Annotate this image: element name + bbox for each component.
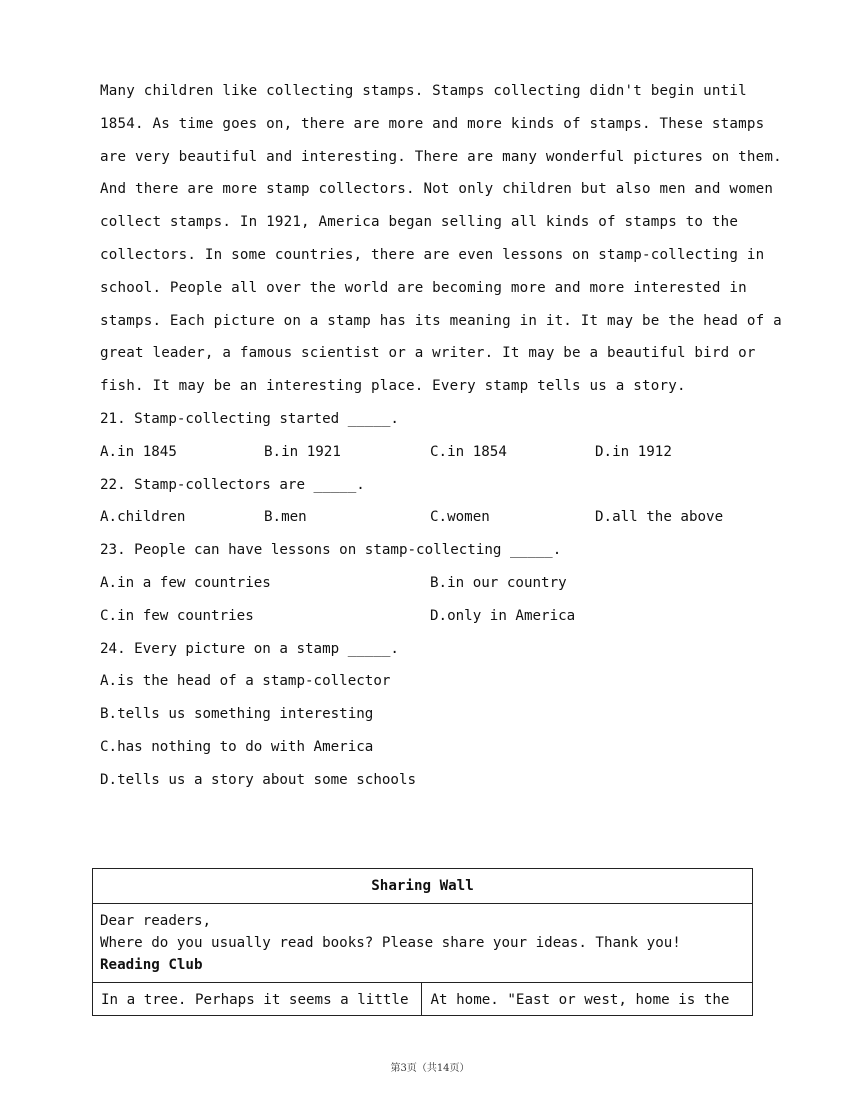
option-a: A.in 1845 bbox=[100, 443, 177, 460]
option-c: C.in few countries bbox=[100, 607, 254, 624]
option-c: C.in 1854 bbox=[430, 443, 507, 460]
reply-right: At home. "East or west, home is the bbox=[422, 983, 753, 1016]
option-b: B.men bbox=[264, 509, 307, 526]
reply-left: In a tree. Perhaps it seems a little bbox=[93, 983, 422, 1016]
prompt: Where do you usually read books? Please share your ideas. Thank you! bbox=[100, 935, 681, 951]
question-list bbox=[100, 408, 780, 802]
greeting: Dear readers, bbox=[100, 913, 212, 929]
passage-line: collect stamps. In 1921, America began selling all kinds of stamps to the bbox=[100, 214, 739, 231]
question-stem-23: 23. People can have lessons on stamp-collecting _____. bbox=[100, 542, 562, 559]
passage-line: fish. It may be an interesting place. Every stamp tells us a story. bbox=[100, 378, 686, 395]
passage-line: 1854. As time goes on, there are more and more kinds of stamps. These stamps bbox=[100, 115, 765, 132]
question-options-21 bbox=[100, 441, 780, 474]
signature: Reading Club bbox=[100, 957, 203, 973]
passage-line: great leader, a famous scientist or a writer. It may be a beautiful bird or bbox=[100, 345, 756, 362]
option-d: D.tells us a story about some schools bbox=[100, 771, 417, 788]
question-options-22 bbox=[100, 506, 780, 539]
option-a: A.is the head of a stamp-collector bbox=[100, 673, 391, 690]
sharing-wall-title: Sharing Wall bbox=[93, 869, 753, 904]
passage-line: are very beautiful and interesting. There are many wonderful pictures on them. bbox=[100, 148, 782, 165]
option-d: D.all the above bbox=[595, 509, 724, 526]
passage-line: And there are more stamp collectors. Not only children but also men and women bbox=[100, 181, 774, 198]
sharing-wall-intro bbox=[93, 904, 753, 983]
option-d: D.in 1912 bbox=[595, 443, 672, 460]
option-a: A.in a few countries bbox=[100, 574, 271, 591]
option-d: D.only in America bbox=[430, 607, 576, 624]
page-number: 第3页（共14页） bbox=[390, 1063, 470, 1074]
question-stem-24: 24. Every picture on a stamp _____. bbox=[100, 640, 399, 657]
option-b: B.in our country bbox=[430, 574, 567, 591]
question-stem-21: 21. Stamp-collecting started _____. bbox=[100, 411, 399, 427]
passage-line: Many children like collecting stamps. Stamps collecting didn't begin until bbox=[100, 83, 747, 99]
question-options-23-row2 bbox=[100, 605, 780, 638]
passage-line: stamps. Each picture on a stamp has its meaning in it. It may be the head of a bbox=[100, 312, 782, 329]
question-stem-22: 22. Stamp-collectors are _____. bbox=[100, 476, 365, 493]
option-c: C.has nothing to do with America bbox=[100, 738, 374, 755]
passage-line: collectors. In some countries, there are even lessons on stamp-collecting in bbox=[100, 246, 765, 263]
option-b: B.in 1921 bbox=[264, 443, 341, 460]
reading-passage bbox=[100, 80, 780, 408]
passage-line: school. People all over the world are becoming more and more interested in bbox=[100, 279, 747, 296]
option-c: C.women bbox=[430, 509, 490, 526]
option-b: B.tells us something interesting bbox=[100, 706, 374, 723]
question-options-23-row1 bbox=[100, 572, 780, 605]
option-a: A.children bbox=[100, 509, 186, 526]
sharing-wall-table bbox=[92, 868, 753, 1016]
